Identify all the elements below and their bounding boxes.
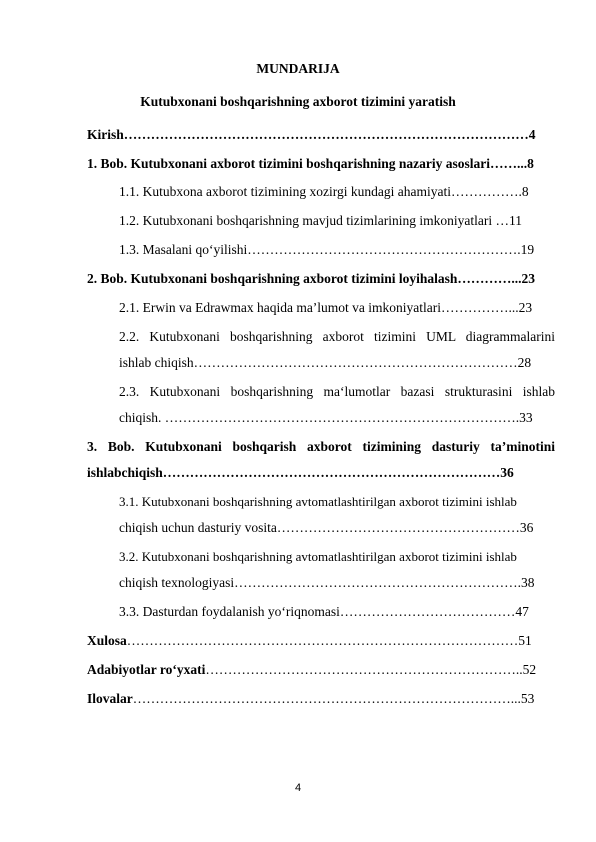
toc-entry-1-3: 1.3. Masalani qo‘yilishi…………………………………………………….19 <box>119 242 535 257</box>
toc-entry-ilovalar: Ilovalar…………………………………………………………………………...53 <box>87 691 535 706</box>
toc-entry-2-3-line1: 2.3. Kutubxonani boshqarishning ma‘lumotlar bazasi strukturasini ishlab <box>119 384 555 399</box>
toc-entry-1-1: 1.1. Kutubxona axborot tizimining xozirgi kundagi ahamiyati…………….8 <box>119 184 529 199</box>
toc-entry-chapter-3-line2: ishlabchiqish…………………………………………………………………36 <box>87 465 514 480</box>
toc-entry-adabiyotlar: Adabiyotlar ro‘yxati……………………………………………………………..52 <box>87 662 537 677</box>
toc-entry-2-2-line1: 2.2. Kutubxonani boshqarishning axborot tizimini UML diagrammalarini <box>119 329 555 344</box>
toc-entry-xulosa: Xulosa……………………………………………………………………………51 <box>87 633 532 648</box>
toc-entry-2-3-line2: chiqish. …………………………………………………………………….33 <box>119 410 533 425</box>
toc-entry-2-2-line2: ishlab chiqish………………………………………………………………28 <box>119 355 532 370</box>
toc-entry-3-1-line2: chiqish uchun dasturiy vosita………………………………………………36 <box>119 520 534 535</box>
toc-entry-chapter-3-line1: 3. Bob. Kutubxonani boshqarish axborot tizimining dasturiy ta’minotini <box>87 439 555 454</box>
page-title: MUNDARIJA <box>256 61 340 76</box>
page-number: 4 <box>294 782 302 794</box>
toc-entry-3-2-line1: 3.2. Kutubxonani boshqarishning avtomatlashtirilgan axborot tizimini ishlab <box>119 549 517 564</box>
toc-entry-chapter-1: 1. Bob. Kutubxonani axborot tizimini boshqarishning nazariy asoslari……...8 <box>87 156 534 171</box>
toc-entry-3-2-line2: chiqish texnologiyasi……………………………………………………….38 <box>119 575 535 590</box>
toc-entry-2-1: 2.1. Erwin va Edrawmax haqida ma’lumot va imkoniyatlari……………...23 <box>119 300 533 315</box>
toc-entry-3-1-line1: 3.1. Kutubxonani boshqarishning avtomatlashtirilgan axborot tizimini ishlab <box>119 494 517 509</box>
toc-entry-1-2: 1.2. Kutubxonani boshqarishning mavjud tizimlarining imkoniyatlari …11 <box>119 213 522 228</box>
toc-entry-kirish: Kirish………………………………………………………………………………4 <box>87 127 536 142</box>
toc-entry-3-3: 3.3. Dasturdan foydalanish yo‘riqnomasi…………………………………47 <box>119 604 529 619</box>
toc-entry-chapter-2: 2. Bob. Kutubxonani boshqarishning axborot tizimini loyihalash…………...23 <box>87 271 535 286</box>
document-subtitle: Kutubxonani boshqarishning axborot tizimini yaratish <box>140 94 456 109</box>
